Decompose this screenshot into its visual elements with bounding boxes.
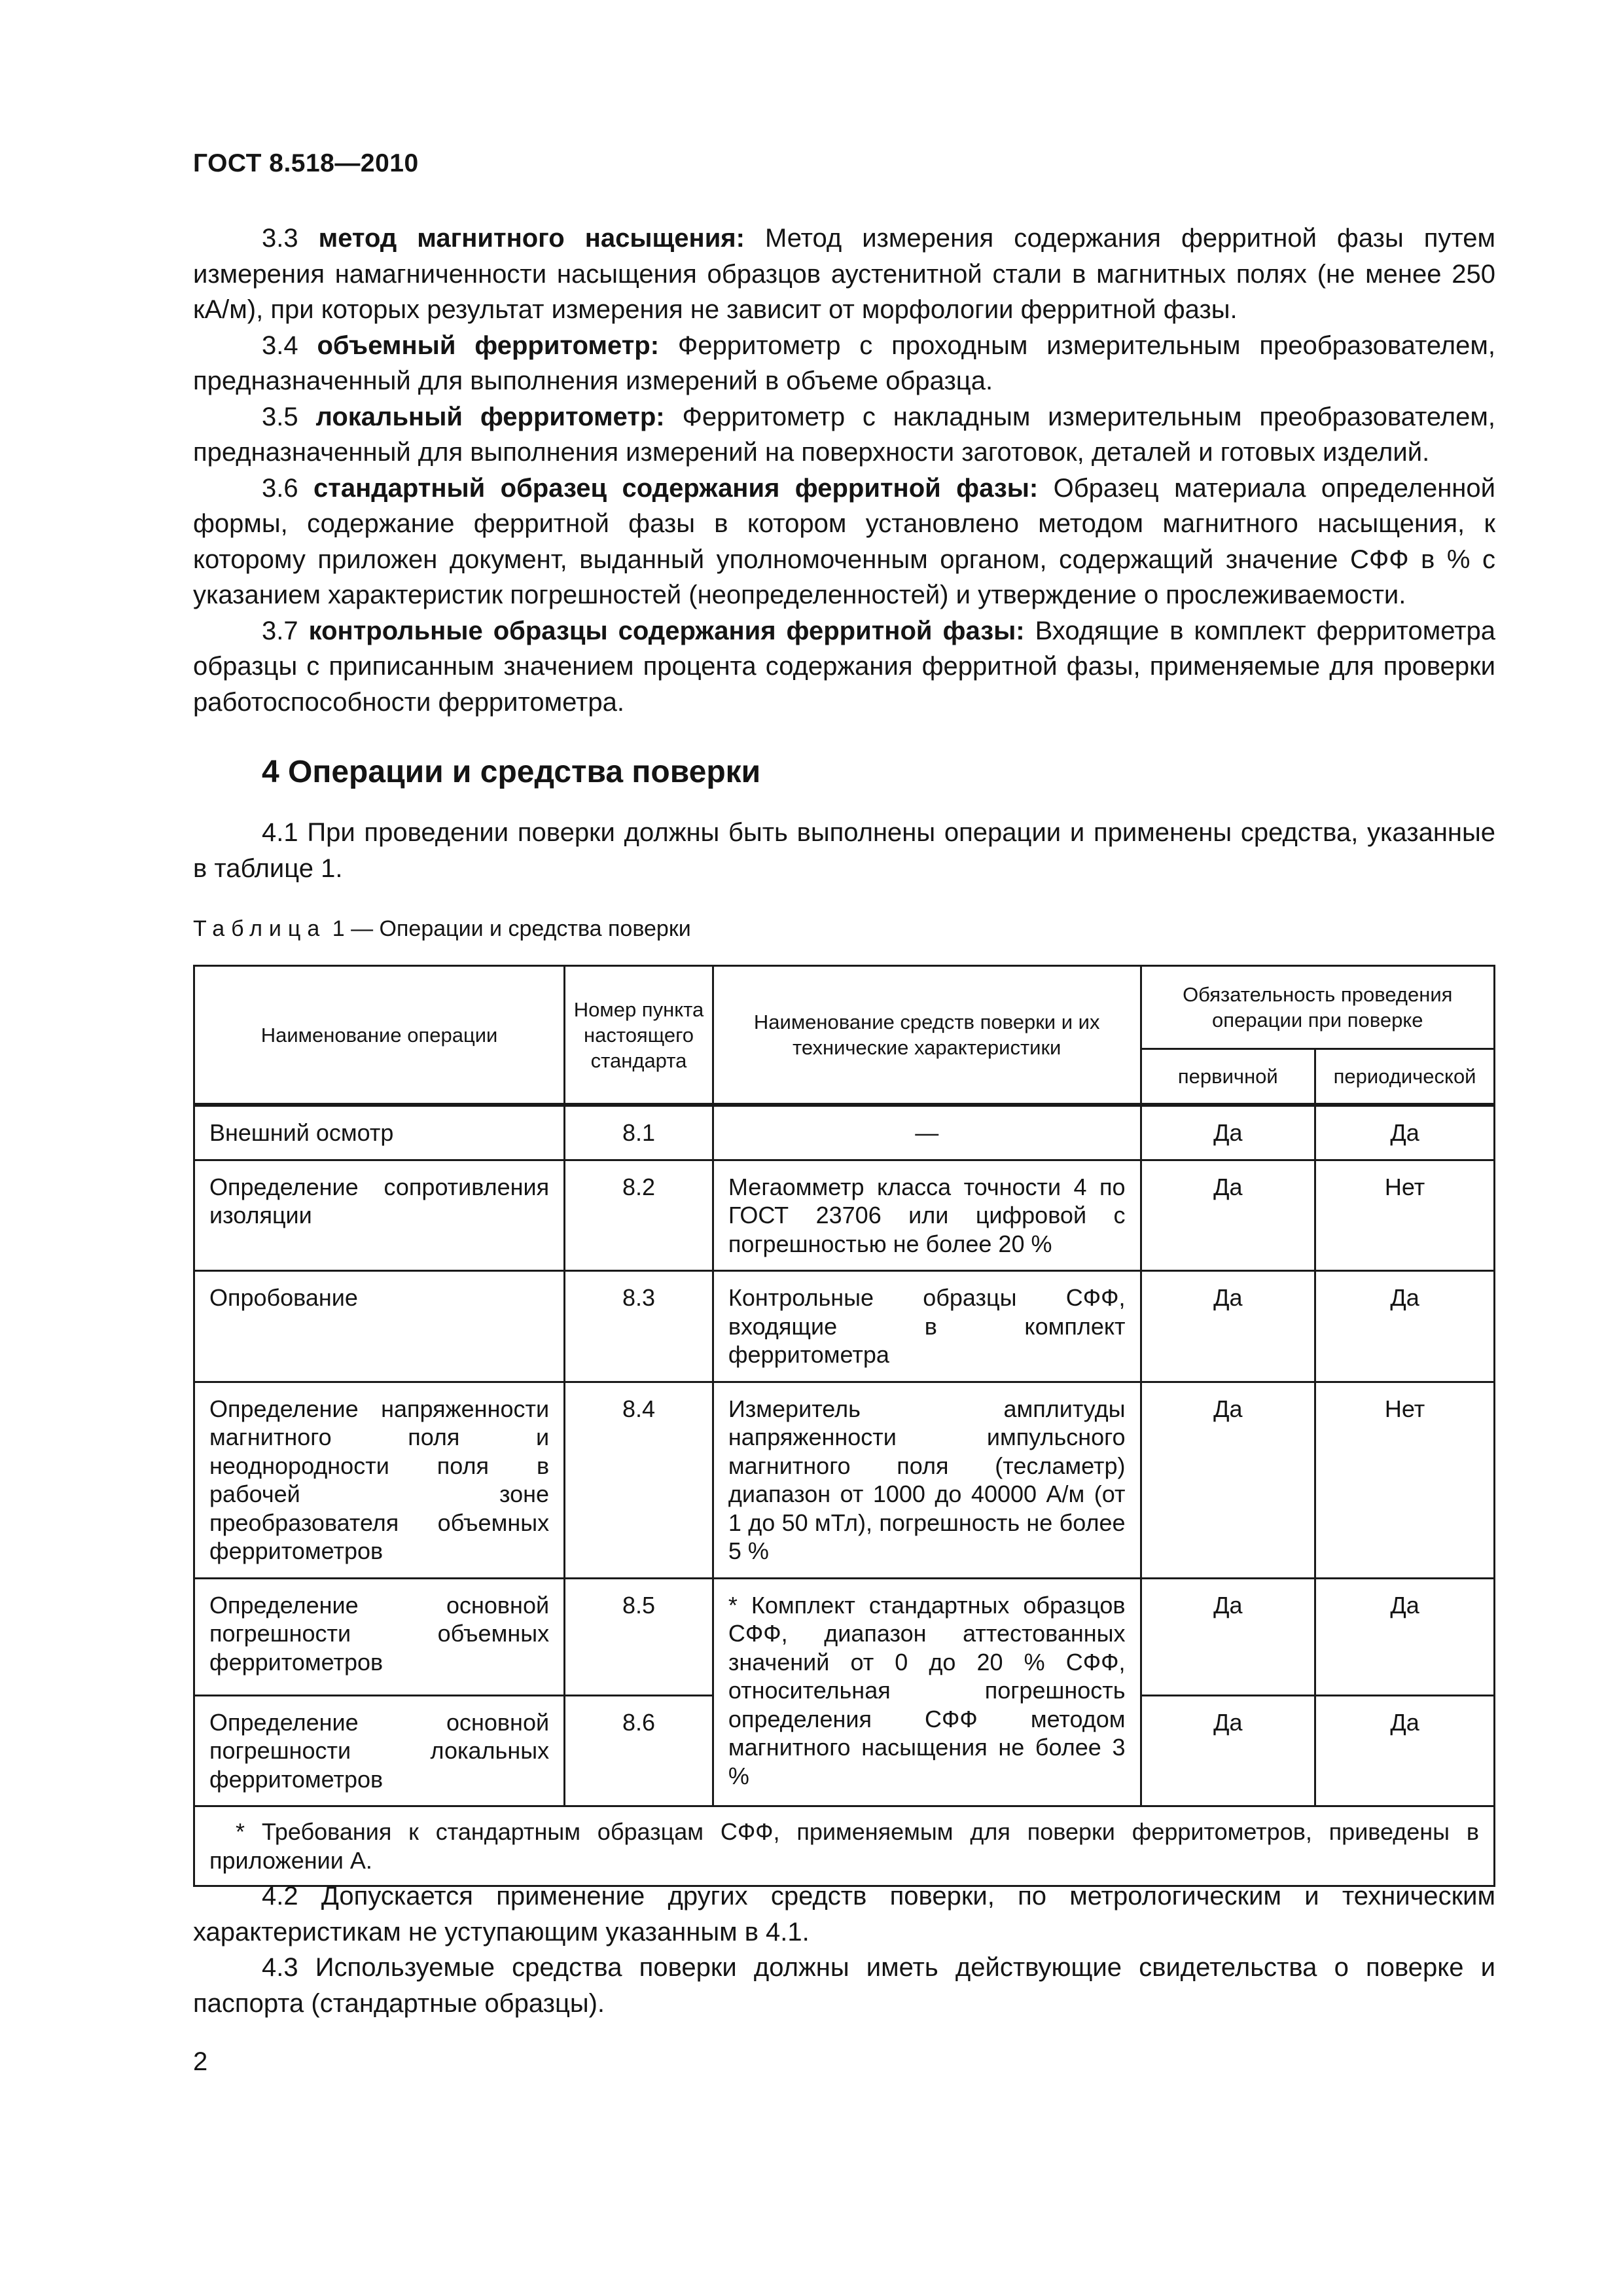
cell-number: 8.1 [565,1105,713,1160]
cell-means: Мегаомметр класса точности 4 по ГОСТ 23706 или цифровой с погрешностью не более 20 % [713,1160,1141,1271]
cell-number: 8.2 [565,1160,713,1271]
cell-operation: Опробование [194,1271,565,1382]
cell-operation: Определение напряженности магнитного поля и неоднородности поля в рабочей зоне преобразователя объемных ферритометров [194,1382,565,1578]
paragraph-4-1-block [193,815,1495,886]
paragraph-4-3: 4.3 Используемые средства поверки должны иметь действующие свидетельства о поверке и паспорта (стандартные образцы). [193,1953,1495,2018]
definitions-block [193,221,1495,720]
document-header: ГОСТ 8.518—2010 [193,149,419,177]
header-obligation: Обязательность проведения операции при поверке [1141,966,1495,1049]
cell-operation: Внешний осмотр [194,1105,565,1160]
cell-means: Контрольные образцы СФФ, входящие в комплект ферритометра [713,1271,1141,1382]
cell-operation: Определение основной погрешности локальных ферритометров [194,1695,565,1806]
table-caption-label: Таблица [193,916,327,941]
cell-operation: Определение сопротивления изоляции [194,1160,565,1271]
definition-3-7: 3.7 контрольные образцы содержания ферритной фазы: Входящие в комплект ферритометра образцы с приписанным значением процента содержания ферритной фазы, применяемые для проверки работоспособности ферритометра. [193,616,1496,717]
table-row [194,1160,1495,1271]
cell-periodic: Да [1315,1105,1495,1160]
cell-periodic: Да [1315,1695,1495,1806]
page-number: 2 [193,2047,208,2076]
table-footnote: * Требования к стандартным образцам СФФ, применяемым для поверки ферритометров, приведены в приложении А. [194,1806,1495,1886]
definition-3-3: 3.3 метод магнитного насыщения: Метод измерения содержания ферритной фазы путем измерения намагниченности насыщения образцов аустенитной стали в магнитных полях (не менее 250 кА/м), при которых результат измерения не зависит от морфологии ферритной фазы. [193,224,1495,324]
cell-means-merged: * Комплект стандартных образцов СФФ, диапазон аттестованных значений от 0 до 20 % СФФ, относительная погрешность определения СФФ методом магнитного насыщения не более 3 % [713,1578,1141,1806]
table-footnote-row [194,1806,1495,1886]
cell-primary: Да [1141,1382,1315,1578]
cell-number: 8.3 [565,1271,713,1382]
table-caption [193,916,691,942]
section-title: 4 Операции и средства поверки [262,755,761,789]
cell-periodic: Нет [1315,1160,1495,1271]
cell-primary: Да [1141,1160,1315,1271]
header-primary: первичной [1141,1049,1315,1105]
cell-primary: Да [1141,1578,1315,1695]
table-caption-text: 1 — Операции и средства поверки [326,916,691,941]
table-row [194,1105,1495,1160]
table-row [194,1578,1495,1695]
cell-periodic: Да [1315,1271,1495,1382]
cell-means: — [713,1105,1141,1160]
table-header-row [194,966,1495,1049]
paragraph-4-1: 4.1 При проведении поверки должны быть выполнены операции и применены средства, указанные в таблице 1. [193,818,1495,883]
paragraphs-4-2-4-3 [193,1878,1495,2021]
table-row [194,1382,1495,1578]
cell-primary: Да [1141,1695,1315,1806]
definition-3-6: 3.6 стандартный образец содержания ферритной фазы: Образец материала определенной формы, содержание ферритной фазы в котором установлено методом магнитного насыщения, к которому приложен документ, выданный уполномоченным органом, содержащий значение СФФ в % с указанием характеристик погрешностей (неопределенностей) и утверждение о прослеживаемости. [193,473,1495,609]
table-row [194,1271,1495,1382]
header-means: Наименование средств поверки и их технические характеристики [713,966,1141,1105]
cell-number: 8.6 [565,1695,713,1806]
cell-number: 8.4 [565,1382,713,1578]
definition-3-5: 3.5 локальный ферритометр: Ферритометр с накладным измерительным преобразователем, предназначенный для выполнения измерений на поверхности заготовок, деталей и готовых изделий. [193,402,1496,467]
cell-periodic: Да [1315,1578,1495,1695]
header-clause-number: Номер пункта настоящего стандарта [565,966,713,1105]
verification-table [193,965,1495,1887]
definition-3-4: 3.4 объемный ферритометр: Ферритометр с проходным измерительным преобразователем, предназначенный для выполнения измерений в объеме образца. [193,331,1495,395]
cell-periodic: Нет [1315,1382,1495,1578]
cell-primary: Да [1141,1105,1315,1160]
paragraph-4-2: 4.2 Допускается применение других средств поверки, по метрологическим и техническим характеристикам не уступающим указанным в 4.1. [193,1882,1495,1946]
header-operation: Наименование операции [194,966,565,1105]
cell-primary: Да [1141,1271,1315,1382]
header-periodic: периодической [1315,1049,1495,1105]
cell-operation: Определение основной погрешности объемных ферритометров [194,1578,565,1695]
cell-means: Измеритель амплитуды напряженности импульсного магнитного поля (тесламетр) диапазон от 1000 до 40000 А/м (от 1 до 50 мТл), погрешность не более 5 % [713,1382,1141,1578]
cell-number: 8.5 [565,1578,713,1695]
